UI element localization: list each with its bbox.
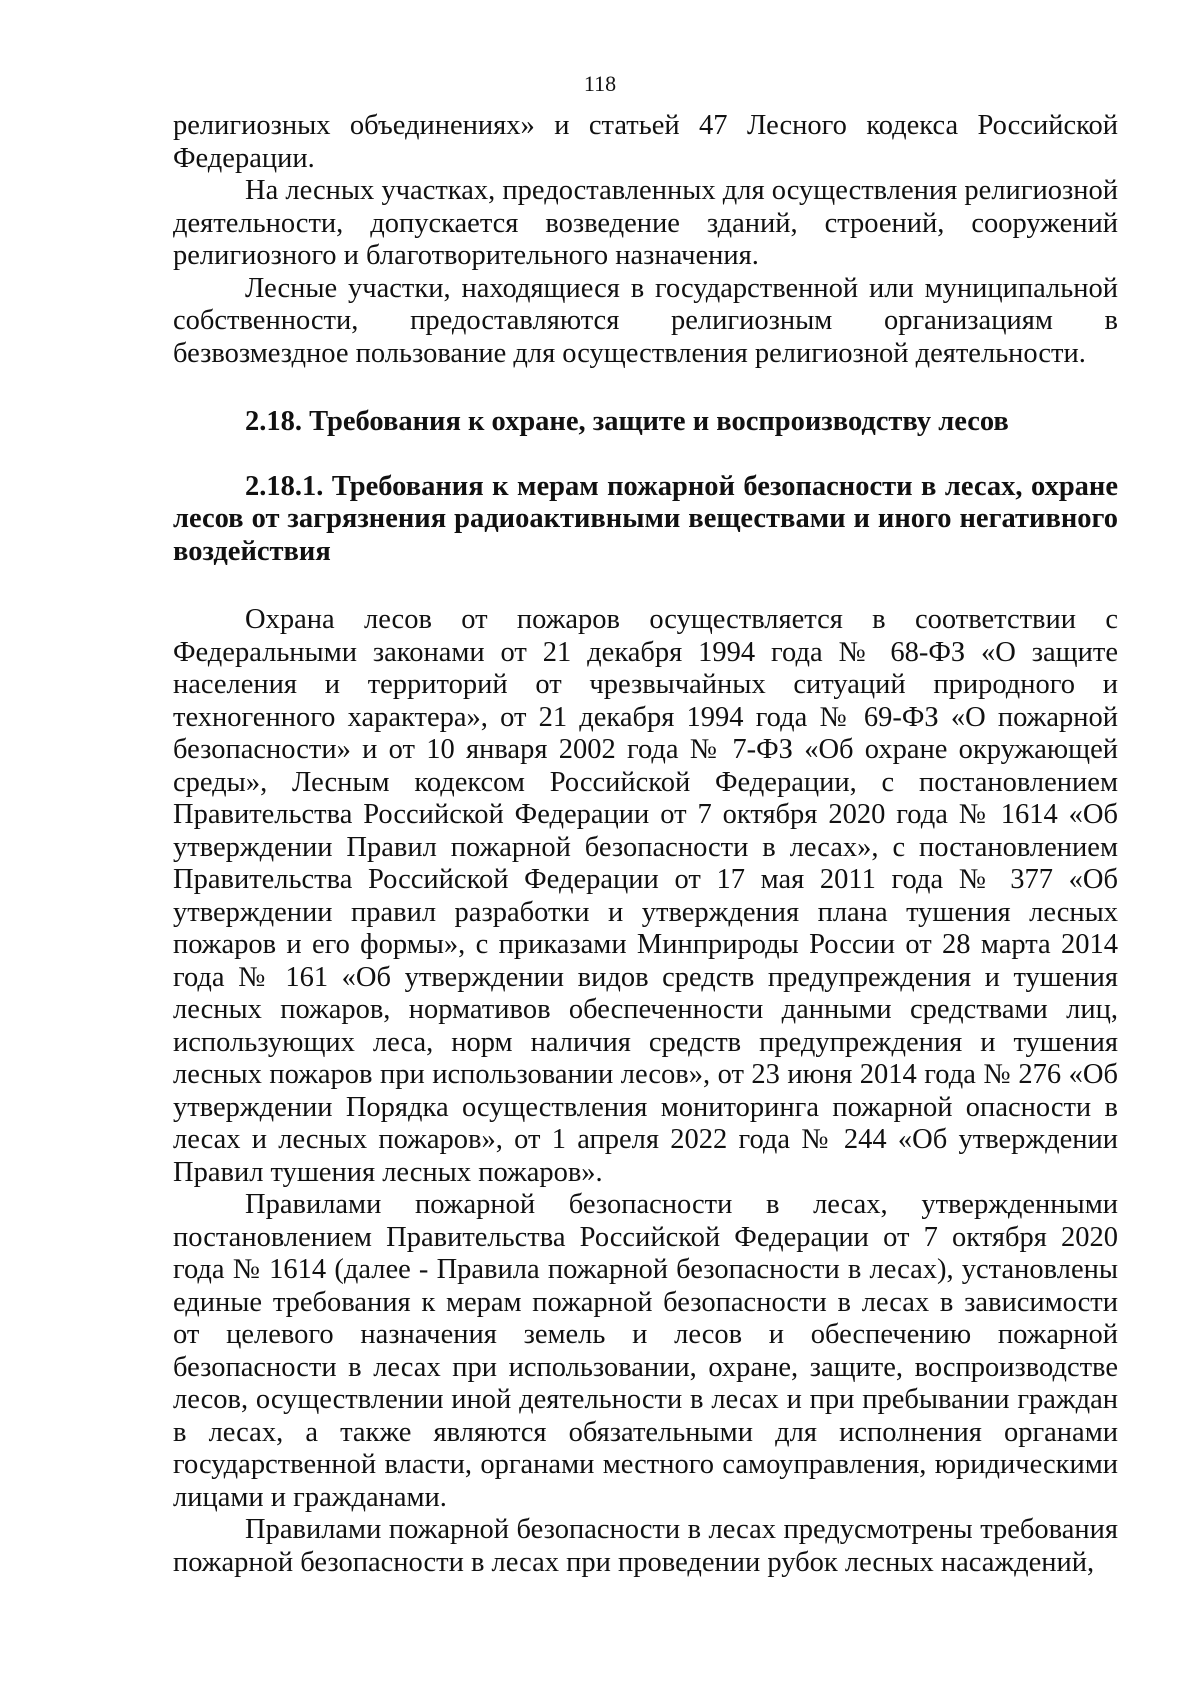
paragraph-fire-protection-laws: Охрана лесов от пожаров осуществляется в соответствии с Федеральными законами от 21 декабря 1994 года № 68-ФЗ «О защите населения и территорий от чрезвычайных ситуаций природного и техногенного характера», от 21 декабря 1994 года № 69-ФЗ «О пожарной безопасности» и от 10 января 2002 года № 7-ФЗ «Об охране окружающей среды», Лесным кодексом Российской Федерации, с постановлением Правительства Российской Федерации от 7 октября 2020 года № 1614 «Об утверждении Правил пожарной безопасности в лесах», с постановлением Правительства Российской Федерации от 17 мая 2011 года № 377 «Об утверждении правил разработки и утверждения плана тушения лесных пожаров и его формы», с приказами Минприроды России от 28 марта 2014 года № 161 «Об утверждении видов средств предупреждения и тушения лесных пожаров, нормативов обеспеченности данными средствами лиц, использующих леса, норм наличия средств предупреждения и тушения лесных пожаров при использовании лесов», от 23 июня 2014 года № 276 «Об утверждении Порядка осуществления мониторинга пожарной опасности в лесах и лесных пожаров», от 1 апреля 2022 года № 244 «Об утверждении Правил тушения лесных пожаров».	[173, 604, 1118, 1188]
paragraph-religious-construction: На лесных участках, предоставленных для осуществления религиозной деятельности, допускается возведение зданий, строений, сооружений религиозного и благотворительного назначения.	[173, 175, 1118, 271]
section-heading-2-18-1: 2.18.1. Требования к мерам пожарной безопасности в лесах, охране лесов от загрязнения радиоактивными веществами и иного негативного воздействия	[173, 470, 1118, 567]
page-number: 118	[583, 71, 617, 96]
paragraph-fire-safety-requirements: Правилами пожарной безопасности в лесах предусмотрены требования пожарной безопасности в лесах при проведении рубок лесных насаждений,	[173, 1514, 1118, 1578]
section-heading-2-18: 2.18. Требования к охране, защите и воспроизводству лесов	[245, 406, 1009, 437]
document-body	[173, 110, 1118, 1579]
paragraph-free-use: Лесные участки, находящиеся в государственной или муниципальной собственности, предоставляются религиозным организациям в безвозмездное пользование для осуществления религиозной деятельности.	[173, 272, 1118, 369]
paragraph-fire-safety-rules: Правилами пожарной безопасности в лесах, утвержденными постановлением Правительства Российской Федерации от 7 октября 2020 года № 1614 (далее - Правила пожарной безопасности в лесах), установлены единые требования к мерам пожарной безопасности в лесах в зависимости от целевого назначения земель и лесов и обеспечению пожарной безопасности в лесах при использовании, охране, защите, воспроизводстве лесов, осуществлении иной деятельности в лесах и при пребывании граждан в лесах, а также являются обязательными для исполнения органами государственной власти, органами местного самоуправления, юридическими лицами и гражданами.	[173, 1189, 1118, 1513]
paragraph-continuation: религиозных объединениях» и статьей 47 Лесного кодекса Российской Федерации.	[173, 110, 1118, 174]
